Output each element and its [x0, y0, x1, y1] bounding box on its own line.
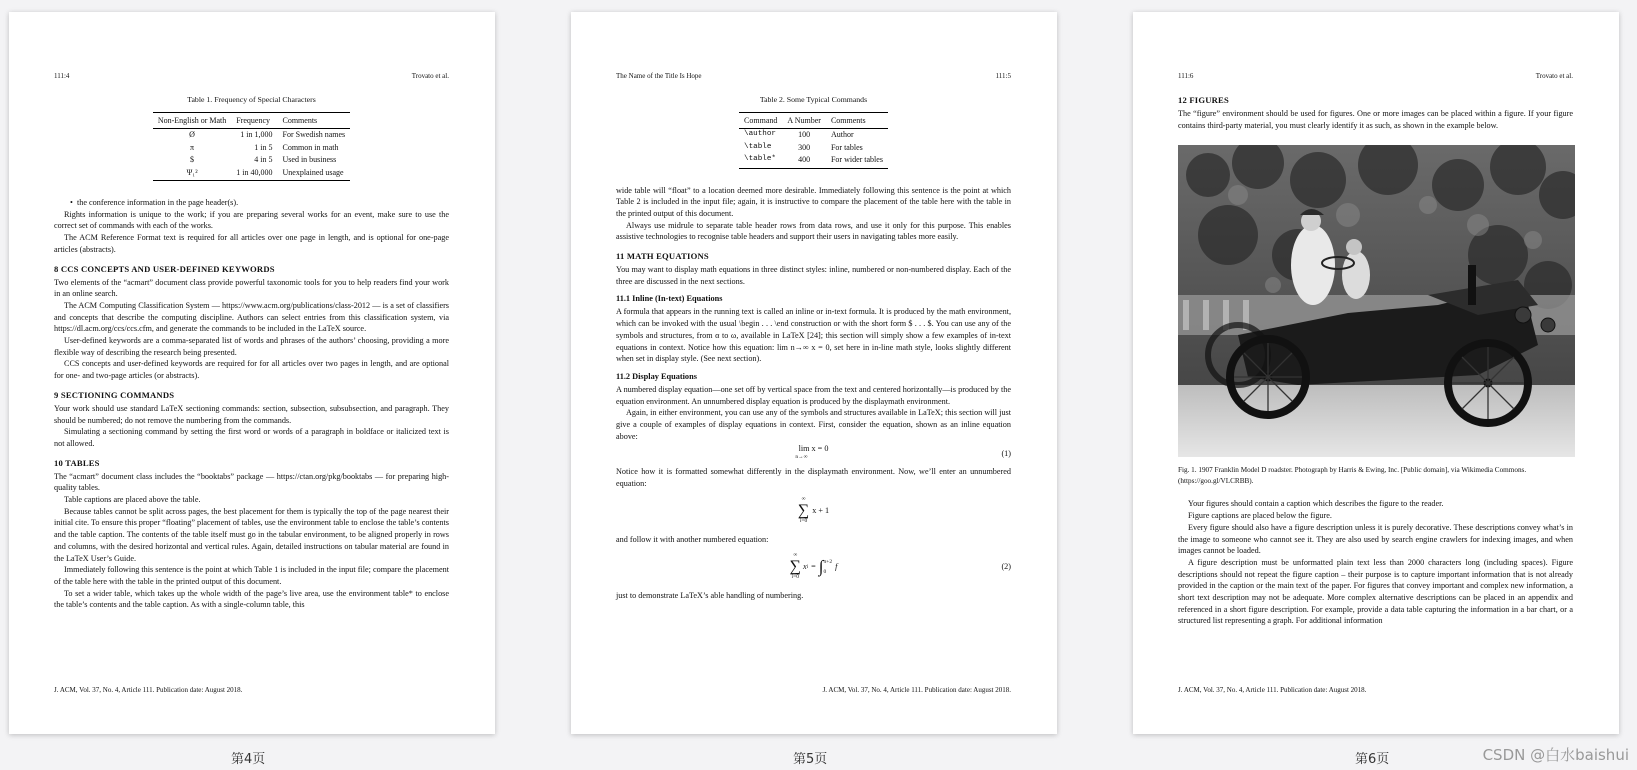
paragraph: Figure captions are placed below the figure.	[1188, 511, 1332, 521]
header-left: 111:6	[1178, 72, 1194, 80]
page-footer: J. ACM, Vol. 37, No. 4, Article 111. Publication date: August 2018.	[1178, 686, 1367, 694]
paragraph: A figure description must be unformatted plain text less than 2000 characters long (including spaces). Figure descriptions should not repeat the figure caption – their purpose is to capture important information that is not already provided in the caption or the main text of the paper. For figures that convey important and complex new information, a short text description may not be adequate. More complex alternative descriptions can be placed in an appendix and referenced in a short figure description. For example, provide a data table capturing the information in a bar chart, or a structured list representing a graph. For additional information	[1178, 557, 1573, 626]
paragraph: CCS concepts and user-defined keywords are required for for all articles over two pages in length, and are optional for one- and two-page articles (or abstracts).	[54, 359, 449, 381]
commands-table	[739, 112, 888, 169]
sum-upper-limit: ∞	[793, 552, 798, 559]
paragraph: User-defined keywords are a comma-separated list of words and phrases of the authors’ choosing, providing a more flexible way of describing the research being presented.	[54, 336, 449, 357]
table-header: Command	[739, 113, 782, 129]
paragraph: Your figures should contain a caption which describes the figure to the reader.	[1188, 499, 1444, 509]
paragraph: Two elements of the “acmart” document class provide powerful taxonomic tools for you to help readers find your work in an online search.	[54, 277, 449, 299]
sum-lower-limit: i=0	[799, 518, 808, 525]
paragraph: just to demonstrate LaTeX’s able handling of numbering.	[616, 590, 804, 600]
equation-body: x + 1	[812, 506, 830, 516]
paragraph: The ACM Computing Classification System — https://www.acm.org/publications/class-2012 — is a set of classifiers and concepts that describe the computing discipline. Authors can select entries from this classification system, via https://dl.acm.org/ccs/ccs.cfm, and generate the commands to be included in the LaTeX source.	[54, 300, 449, 334]
table-caption: Table 1. Frequency of Special Characters	[187, 95, 316, 104]
list-item-text: the conference information in the page header(s).	[76, 198, 239, 207]
page-4	[9, 12, 495, 734]
table-cell: Unexplained usage	[278, 166, 351, 181]
table-cell: \author	[744, 130, 776, 138]
running-header	[1178, 72, 1573, 80]
equals-sign: =	[811, 562, 816, 572]
equation-subscript: n→∞	[795, 454, 808, 461]
paragraph: and follow it with another numbered equation:	[616, 534, 769, 544]
integral-symbol: ∫	[818, 556, 824, 576]
table-row	[739, 154, 888, 169]
watermark: CSDN @白水baishui	[1482, 746, 1629, 764]
table-caption: Table 2. Some Typical Commands	[759, 95, 868, 104]
table-cell: 1 in 1,000	[240, 130, 273, 139]
table-cell: π	[190, 142, 195, 152]
page-footer: J. ACM, Vol. 37, No. 4, Article 111. Publication date: August 2018.	[822, 686, 1011, 694]
section-heading: 11 MATH EQUATIONS	[616, 251, 709, 262]
table-row	[153, 141, 350, 154]
equation-number: (1)	[1001, 448, 1011, 458]
equation-body: lim x = 0	[798, 444, 829, 454]
table-cell: Author	[830, 130, 854, 139]
equation-lhs-subscript: i	[806, 563, 809, 570]
table-header: Comments	[826, 113, 888, 129]
paragraph: Simulating a sectioning command by setting the first word or words of a paragraph in boldface or italicized text is not allowed.	[54, 427, 449, 448]
paragraph: Again, in either environment, you can use any of the symbols and structures available in LaTeX; this section will just give a couple of examples of display equations in context. First, consider the equation, shown as an inline equation above:	[616, 408, 1011, 441]
table-cell: 1 in 40,000	[231, 166, 277, 181]
page-6-label[interactable]: 第6页	[1355, 752, 1390, 767]
equation-2	[616, 550, 1011, 584]
table-cell: For Swedish names	[282, 130, 346, 139]
page-5-label[interactable]: 第5页	[793, 752, 828, 767]
table-cell: $	[190, 155, 195, 164]
header-left: 111:4	[54, 72, 70, 80]
section-heading: 9 SECTIONING COMMANDS	[54, 389, 175, 400]
page-footer: J. ACM, Vol. 37, No. 4, Article 111. Publication date: August 2018.	[54, 686, 243, 694]
paragraph: The “acmart” document class includes the “booktabs” package — https://ctan.org/pkg/booktabs — for preparing high-quality tables.	[54, 471, 449, 493]
page-4-label[interactable]: 第4页	[231, 752, 266, 767]
sum-lower-limit: i=0	[791, 574, 799, 581]
table-cell: 4 in 5	[254, 155, 273, 164]
header-right: Trovato et al.	[411, 72, 449, 80]
table-cell: Ψ₁²	[153, 166, 231, 181]
subsection-heading: 11.2 Display Equations	[616, 371, 697, 381]
section-heading: 10 TABLES	[54, 457, 100, 468]
paragraph: Because tables cannot be split across pages, the best placement for them is typically the top of the page nearest their initial cite. To ensure this proper “floating” placement of tables, use the environment table to enclose the table’s contents and the table caption. The contents of the table itself must go in the tabular environment, to be aligned properly in rows and columns, with the desired horizontal and vertical rules. Again, detailed instructions on tabular material are found in the LaTeX User’s Guide.	[54, 506, 449, 563]
page-5	[571, 12, 1057, 734]
section-heading: 8 CCS CONCEPTS AND USER-DEFINED KEYWORDS	[54, 263, 275, 274]
paragraph: Rights information is unique to the work; if you are preparing several works for an event, make sure to use the correct set of commands with each of the works.	[54, 209, 449, 231]
table-row	[153, 166, 350, 181]
header-left: The Name of the Title Is Hope	[616, 72, 702, 80]
table-header: Non-English or Math	[153, 113, 231, 129]
running-header	[54, 72, 449, 80]
page-4-content	[54, 72, 449, 611]
equation-lhs: x	[803, 562, 807, 572]
equation-1	[616, 446, 1011, 460]
car-photograph	[1178, 145, 1575, 457]
section-heading: 12 FIGURES	[1178, 95, 1229, 105]
paragraph: Table captions are placed above the table.	[64, 495, 201, 505]
paragraph: A numbered display equation—one set off by vertical space from the text and centered horizontally—is produced by the equation environment. An unnumbered display equation is produced by the displaymath environment.	[616, 384, 1011, 406]
table-cell: 1 in 5	[254, 142, 273, 152]
equation-rhs: f	[835, 562, 838, 572]
table-row	[153, 154, 350, 167]
table-header: Comments	[278, 113, 351, 129]
page-6	[1133, 12, 1619, 734]
equation-unnumbered	[616, 494, 1011, 528]
sum-upper-limit: ∞	[801, 496, 806, 503]
paragraph: Every figure should also have a figure description unless it is purely decorative. These descriptions convey what’s in the image to someone who cannot see it. They are also used by search engine crawlers for indexing images, and when images cannot be loaded.	[1178, 522, 1573, 556]
table-cell: Ø	[189, 130, 195, 139]
table-cell: \table*	[739, 154, 782, 169]
page-6-content	[1178, 72, 1573, 627]
car-photo-illustration	[1178, 145, 1575, 457]
running-header	[616, 72, 1011, 80]
table-cell: 400	[782, 154, 826, 169]
paragraph: To set a wider table, which takes up the whole width of the page’s live area, use the environment table* to enclose the table’s contents and the table caption. As with a single-column table, this	[54, 588, 449, 610]
sum-symbol: ∑	[797, 502, 810, 520]
frequency-table	[153, 112, 350, 181]
table-cell: \table	[744, 142, 772, 151]
header-right: Trovato et al.	[1535, 72, 1573, 80]
table-cell: For tables	[830, 142, 863, 152]
table-cell: Common in math	[282, 142, 339, 152]
figure-caption: Fig. 1. 1907 Franklin Model D roadster. Photograph by Harris & Ewing, Inc. [Public domain], via Wikimedia Commons. (https://goo.gl/VLCRBB).	[1178, 466, 1527, 485]
page-5-content	[616, 72, 1011, 601]
table-row	[739, 141, 888, 154]
integral-upper-limit: π+2	[823, 558, 833, 565]
table-cell: For wider tables	[826, 154, 888, 169]
paragraph: Your work should use standard LaTeX sectioning commands: section, subsection, subsubsection, and paragraph. They should be numbered; do not remove the numbering from the commands.	[54, 403, 449, 425]
paragraph: Always use midrule to separate table header rows from data rows, and use it only for this purpose. This enables assistive technologies to recognise table headers and support their users in navigating tables more easily.	[616, 220, 1011, 242]
paragraph: The “figure” environment should be used for figures. One or more images can be placed within a figure. If your figure contains third-party material, you must clearly identify it as such, as shown in the example below.	[1178, 109, 1573, 130]
table-row	[739, 128, 888, 141]
table-header: A Number	[782, 113, 826, 129]
equation-number: (2)	[1001, 562, 1011, 572]
sum-symbol: ∑	[789, 558, 801, 576]
paragraph: You may want to display math equations in three distinct styles: inline, numbered or non-numbered display. Each of the three are discussed in the next sections.	[616, 265, 1011, 286]
paragraph: Notice how it is formatted somewhat differently in the displaymath environment. Now, we’ll enter an unnumbered equation:	[616, 467, 1011, 489]
paragraph: Immediately following this sentence is the point at which Table 1 is included in the input file; compare the placement of the table here with the table in the printed output of this document.	[54, 565, 449, 586]
table-row	[153, 128, 350, 141]
table-cell: 300	[798, 142, 811, 152]
integral-lower-limit: 0	[823, 568, 827, 575]
list-item: • the conference information in the page header(s).	[70, 198, 239, 207]
subsection-heading: 11.1 Inline (In-text) Equations	[616, 294, 723, 304]
table-cell: 100	[798, 130, 811, 139]
header-right: 111:5	[995, 72, 1011, 80]
table-cell: Used in business	[282, 155, 337, 164]
paragraph: wide table will “float” to a location deemed more desirable. Immediately following this sentence is the point at which Table 2 is included in the input file; again, it is instructive to compare the placement of the table here with the table in the printed output of this document.	[616, 185, 1011, 218]
paragraph: The ACM Reference Format text is required for all articles over one page in length, and is optional for one-page articles (abstracts).	[54, 233, 449, 254]
table-header: Frequency	[231, 113, 277, 129]
paragraph: A formula that appears in the running text is called an inline or in-text formula. It is produced by the math environment, which can be invoked with the usual \begin . . . \end construction or with the short form $ . . . $. You can use any of the symbols and structures, from α to ω, available in LaTeX [24]; this section will simply show a few examples of in-text equations in context. Notice how this equation: lim n→∞ x = 0, set here in in-line math style, looks slightly different when set in display style. (See next section).	[616, 307, 1011, 364]
